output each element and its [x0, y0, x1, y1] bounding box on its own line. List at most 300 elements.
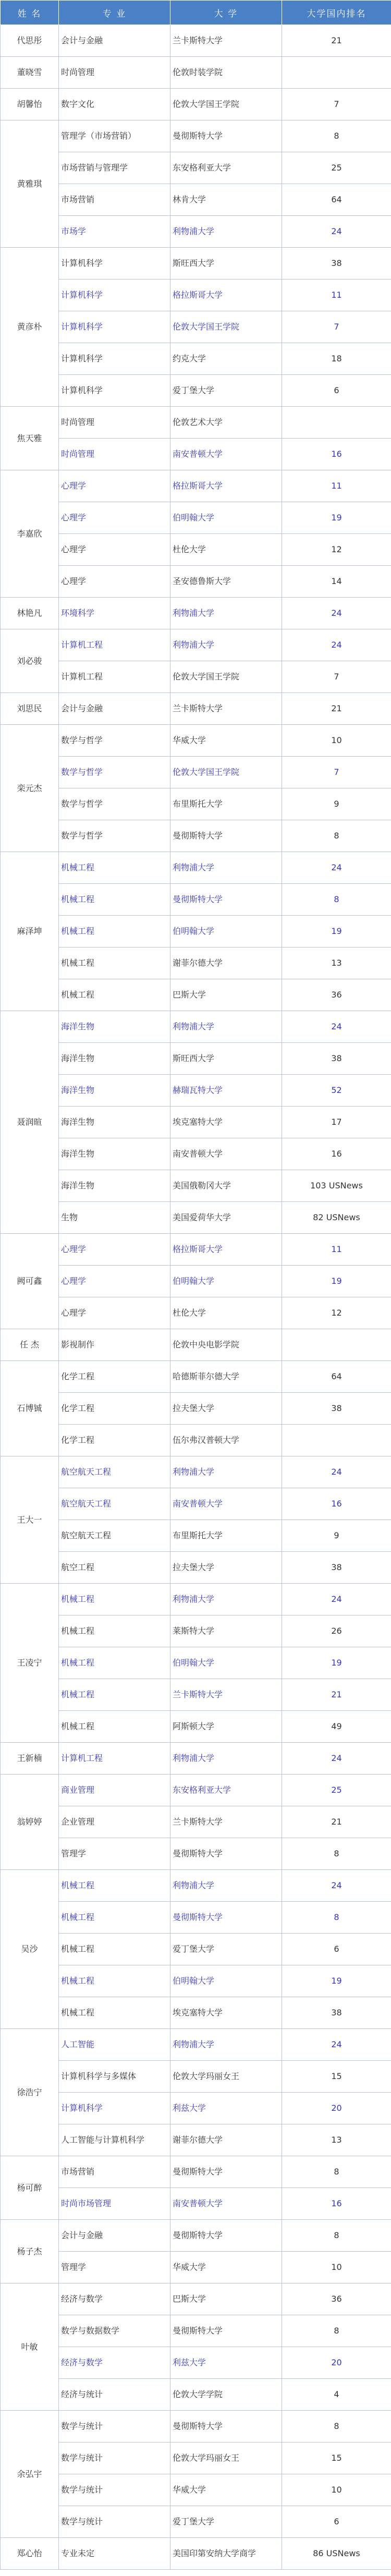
header-university: 大 学 [170, 1, 282, 25]
university-cell: 巴斯大学 [170, 2283, 282, 2315]
table-row [1, 1425, 391, 1456]
table-row [1, 57, 391, 89]
major-cell: 机械工程 [59, 1965, 170, 1997]
university-cell: 利兹大学 [170, 2347, 282, 2379]
student-name: 徐浩宁 [1, 2029, 59, 2156]
rank-cell [282, 1425, 391, 1456]
table-row [1, 1488, 391, 1520]
table-row [1, 1870, 391, 1902]
table-row [1, 184, 391, 216]
rank-cell: 8 [282, 884, 391, 916]
university-cell: 伦敦大学国王学院 [170, 757, 282, 788]
table-row [1, 2283, 391, 2315]
rank-cell: 4 [282, 2379, 391, 2411]
rank-cell: 24 [282, 1456, 391, 1488]
rank-cell: 24 [282, 629, 391, 661]
rank-cell: 10 [282, 2252, 391, 2283]
rank-cell [282, 1329, 391, 1361]
table-row [1, 25, 391, 57]
major-cell: 机械工程 [59, 916, 170, 947]
university-cell: 爱丁堡大学 [170, 2506, 282, 2538]
rank-cell: 8 [282, 1838, 391, 1870]
university-cell: 东安格利亚大学 [170, 1775, 282, 1806]
university-cell: 伯明翰大学 [170, 1266, 282, 1297]
major-cell: 机械工程 [59, 1711, 170, 1743]
rank-cell: 24 [282, 1011, 391, 1043]
university-cell: 伯明翰大学 [170, 1965, 282, 1997]
university-cell: 利物浦大学 [170, 216, 282, 248]
table-row [1, 152, 391, 184]
major-cell: 管理学 [59, 2252, 170, 2283]
rank-cell: 103 USNews [282, 1170, 391, 1202]
table-row [1, 2156, 391, 2188]
major-cell: 会计与金融 [59, 25, 170, 57]
university-cell: 爱丁堡大学 [170, 1934, 282, 1965]
table-body [1, 25, 391, 2570]
rank-cell: 19 [282, 1647, 391, 1679]
student-name: 任 杰 [1, 1329, 59, 1361]
student-name: 刘必骏 [1, 629, 59, 693]
table-row [1, 1266, 391, 1297]
student-name: 胡馨怡 [1, 89, 59, 120]
rank-cell: 21 [282, 25, 391, 57]
university-cell: 斯旺西大学 [170, 1043, 282, 1075]
table-row [1, 1711, 391, 1743]
table-row [1, 216, 391, 248]
university-cell: 伯明翰大学 [170, 502, 282, 534]
university-cell: 利物浦大学 [170, 629, 282, 661]
rank-cell: 12 [282, 1297, 391, 1329]
table-row [1, 1615, 391, 1647]
table-row [1, 2093, 391, 2124]
major-cell: 计算机科学 [59, 311, 170, 343]
table-row [1, 1393, 391, 1425]
university-cell: 曼彻斯特大学 [170, 884, 282, 916]
table-row [1, 1138, 391, 1170]
major-cell: 心理学 [59, 566, 170, 598]
table-row [1, 439, 391, 470]
university-cell: 杜伦大学 [170, 534, 282, 566]
major-cell: 海洋生物 [59, 1011, 170, 1043]
header-major: 专 业 [59, 1, 170, 25]
major-cell: 影视制作 [59, 1329, 170, 1361]
rank-cell: 21 [282, 693, 391, 725]
rank-cell: 24 [282, 1870, 391, 1902]
rank-cell: 17 [282, 1107, 391, 1138]
major-cell: 心理学 [59, 1234, 170, 1266]
university-cell: 利物浦大学 [170, 1584, 282, 1615]
university-cell: 伦敦大学学院 [170, 2379, 282, 2411]
rank-cell: 6 [282, 1934, 391, 1965]
university-cell: 哈德斯菲尔德大学 [170, 1361, 282, 1393]
major-cell: 机械工程 [59, 1584, 170, 1615]
university-cell: 斯旺西大学 [170, 248, 282, 280]
major-cell: 计算机科学与多媒体 [59, 2061, 170, 2093]
rank-cell: 21 [282, 1679, 391, 1711]
rank-cell: 36 [282, 2283, 391, 2315]
university-cell: 曼彻斯特大学 [170, 820, 282, 852]
major-cell: 市场营销 [59, 184, 170, 216]
table-row [1, 1806, 391, 1838]
rank-cell: 64 [282, 1361, 391, 1393]
table-row [1, 343, 391, 375]
university-cell: 兰卡斯特大学 [170, 25, 282, 57]
table-row [1, 280, 391, 311]
rank-cell: 64 [282, 184, 391, 216]
major-cell: 机械工程 [59, 1902, 170, 1934]
major-cell: 心理学 [59, 1266, 170, 1297]
university-cell: 伦敦艺术大学 [170, 407, 282, 439]
major-cell: 企业管理 [59, 1806, 170, 1838]
rank-cell: 8 [282, 2315, 391, 2347]
table-row [1, 470, 391, 502]
table-row [1, 757, 391, 788]
major-cell: 经济与统计 [59, 2379, 170, 2411]
rank-cell: 38 [282, 1043, 391, 1075]
university-cell: 伯明翰大学 [170, 1647, 282, 1679]
rank-cell: 8 [282, 120, 391, 152]
university-cell: 兰卡斯特大学 [170, 1679, 282, 1711]
major-cell: 会计与金融 [59, 693, 170, 725]
major-cell: 数学与统计 [59, 2443, 170, 2474]
table-row [1, 1107, 391, 1138]
table-row [1, 2220, 391, 2252]
rank-cell: 52 [282, 1075, 391, 1107]
rank-cell: 13 [282, 2124, 391, 2156]
major-cell: 海洋生物 [59, 1107, 170, 1138]
major-cell: 心理学 [59, 502, 170, 534]
major-cell: 会计与金融 [59, 2220, 170, 2252]
major-cell: 化学工程 [59, 1393, 170, 1425]
university-cell: 曼彻斯特大学 [170, 2156, 282, 2188]
major-cell: 数学与哲学 [59, 757, 170, 788]
university-cell: 谢菲尔德大学 [170, 947, 282, 979]
table-row [1, 2474, 391, 2506]
table-row [1, 1043, 391, 1075]
major-cell: 时尚市场管理 [59, 2188, 170, 2220]
table-row [1, 1075, 391, 1107]
table-row [1, 598, 391, 629]
table-row [1, 916, 391, 947]
university-cell: 利物浦大学 [170, 1743, 282, 1775]
rank-cell: 10 [282, 725, 391, 757]
university-cell: 埃克塞特大学 [170, 1107, 282, 1138]
rank-cell: 15 [282, 2443, 391, 2474]
university-cell: 利物浦大学 [170, 1870, 282, 1902]
major-cell: 机械工程 [59, 947, 170, 979]
university-cell: 曼彻斯特大学 [170, 1838, 282, 1870]
rank-cell: 7 [282, 661, 391, 693]
university-cell: 赫瑞瓦特大学 [170, 1075, 282, 1107]
rank-cell: 24 [282, 852, 391, 884]
table-row [1, 2347, 391, 2379]
table-row [1, 1234, 391, 1266]
major-cell: 心理学 [59, 1297, 170, 1329]
major-cell: 环境科学 [59, 598, 170, 629]
major-cell: 商业管理 [59, 1775, 170, 1806]
university-cell: 伦敦大学玛丽女王 [170, 2443, 282, 2474]
table-row [1, 2188, 391, 2220]
rank-cell: 24 [282, 2029, 391, 2061]
student-name: 黄雅琪 [1, 120, 59, 248]
student-name: 林艳凡 [1, 598, 59, 629]
table-row [1, 375, 391, 407]
rank-cell: 6 [282, 2506, 391, 2538]
rank-cell: 8 [282, 2220, 391, 2252]
university-cell: 南安普顿大学 [170, 2188, 282, 2220]
major-cell: 生物 [59, 1202, 170, 1234]
rank-cell: 8 [282, 820, 391, 852]
student-name: 焦天雅 [1, 407, 59, 470]
table-row [1, 2443, 391, 2474]
major-cell: 航空航天工程 [59, 1456, 170, 1488]
rank-cell [282, 57, 391, 89]
rank-cell: 15 [282, 2061, 391, 2093]
major-cell: 计算机工程 [59, 661, 170, 693]
table-row [1, 1775, 391, 1806]
university-cell: 爱丁堡大学 [170, 375, 282, 407]
rank-cell: 25 [282, 1775, 391, 1806]
rank-cell: 7 [282, 757, 391, 788]
student-name: 阙可鑫 [1, 1234, 59, 1329]
table-row [1, 661, 391, 693]
table-row [1, 947, 391, 979]
table-row [1, 884, 391, 916]
table-row [1, 1297, 391, 1329]
major-cell: 数学与哲学 [59, 788, 170, 820]
university-cell: 布里斯托大学 [170, 788, 282, 820]
table-row [1, 566, 391, 598]
rank-cell: 36 [282, 979, 391, 1011]
major-cell: 航空航天工程 [59, 1520, 170, 1552]
university-cell: 埃克塞特大学 [170, 1997, 282, 2029]
table-row [1, 502, 391, 534]
university-cell: 利物浦大学 [170, 1011, 282, 1043]
table-row [1, 248, 391, 280]
rank-cell: 49 [282, 1711, 391, 1743]
university-cell: 谢菲尔德大学 [170, 2124, 282, 2156]
major-cell: 计算机工程 [59, 629, 170, 661]
student-name: 麻泽坤 [1, 852, 59, 1011]
table-row [1, 1838, 391, 1870]
major-cell: 海洋生物 [59, 1075, 170, 1107]
major-cell: 心理学 [59, 470, 170, 502]
major-cell: 数学与统计 [59, 2506, 170, 2538]
rank-cell: 16 [282, 1138, 391, 1170]
table-row [1, 89, 391, 120]
university-cell: 莱斯特大学 [170, 1615, 282, 1647]
university-cell: 美国印第安纳大学商学 [170, 2538, 282, 2570]
university-cell: 曼彻斯特大学 [170, 2220, 282, 2252]
university-cell: 拉夫堡大学 [170, 1393, 282, 1425]
table-row [1, 1170, 391, 1202]
university-cell: 拉夫堡大学 [170, 1552, 282, 1584]
rank-cell: 20 [282, 2347, 391, 2379]
major-cell: 时尚管理 [59, 439, 170, 470]
student-name: 余弘宇 [1, 2411, 59, 2538]
major-cell: 计算机科学 [59, 343, 170, 375]
table-row [1, 2029, 391, 2061]
major-cell: 化学工程 [59, 1425, 170, 1456]
major-cell: 数学与数据数学 [59, 2315, 170, 2347]
rank-cell: 24 [282, 1743, 391, 1775]
rank-cell: 82 USNews [282, 1202, 391, 1234]
rank-cell: 19 [282, 502, 391, 534]
student-name: 石博铖 [1, 1361, 59, 1456]
student-name: 郑心怡 [1, 2538, 59, 2570]
major-cell: 计算机科学 [59, 280, 170, 311]
student-name: 叶敏 [1, 2283, 59, 2411]
rank-cell: 18 [282, 343, 391, 375]
student-name: 李嘉欣 [1, 470, 59, 598]
major-cell: 人工智能 [59, 2029, 170, 2061]
university-cell: 兰卡斯特大学 [170, 1806, 282, 1838]
student-name: 王凌宁 [1, 1584, 59, 1743]
rank-cell: 12 [282, 534, 391, 566]
student-name: 王新楠 [1, 1743, 59, 1775]
university-cell: 伦敦大学国王学院 [170, 661, 282, 693]
student-name: 代思彤 [1, 25, 59, 57]
student-name: 刘思民 [1, 693, 59, 725]
major-cell: 机械工程 [59, 1870, 170, 1902]
table-row [1, 788, 391, 820]
university-cell: 曼彻斯特大学 [170, 120, 282, 152]
university-cell: 华威大学 [170, 725, 282, 757]
table-row [1, 1202, 391, 1234]
table-row [1, 1011, 391, 1043]
university-cell: 伦敦大学国王学院 [170, 311, 282, 343]
major-cell: 市场学 [59, 216, 170, 248]
university-cell: 巴斯大学 [170, 979, 282, 1011]
major-cell: 市场营销 [59, 2156, 170, 2188]
table-row [1, 534, 391, 566]
university-cell: 杜伦大学 [170, 1297, 282, 1329]
table-row [1, 1361, 391, 1393]
major-cell: 心理学 [59, 534, 170, 566]
university-cell: 圣安德鲁斯大学 [170, 566, 282, 598]
table-row [1, 2538, 391, 2570]
student-name: 杨可醉 [1, 2156, 59, 2220]
rank-cell: 11 [282, 280, 391, 311]
major-cell: 航空航天工程 [59, 1488, 170, 1520]
university-cell: 兰卡斯特大学 [170, 693, 282, 725]
table-row [1, 2315, 391, 2347]
table-row [1, 1679, 391, 1711]
university-cell: 格拉斯哥大学 [170, 280, 282, 311]
major-cell: 机械工程 [59, 1934, 170, 1965]
university-cell: 利物浦大学 [170, 2029, 282, 2061]
header-row [1, 1, 391, 25]
major-cell: 数学与哲学 [59, 725, 170, 757]
major-cell: 管理学（市场营销） [59, 120, 170, 152]
student-name: 吴沙 [1, 1870, 59, 2029]
major-cell: 时尚管理 [59, 57, 170, 89]
university-cell: 伦敦大学国王学院 [170, 89, 282, 120]
university-cell: 伯明翰大学 [170, 916, 282, 947]
table-row [1, 1902, 391, 1934]
header-rank: 大学国内排名 [282, 1, 391, 25]
table-row [1, 407, 391, 439]
rank-cell: 38 [282, 1552, 391, 1584]
university-cell: 利物浦大学 [170, 1456, 282, 1488]
university-cell: 伍尔弗汉普顿大学 [170, 1425, 282, 1456]
major-cell: 数学与哲学 [59, 820, 170, 852]
rank-cell: 19 [282, 1266, 391, 1297]
student-name: 聂润暄 [1, 1011, 59, 1234]
rank-cell: 11 [282, 1234, 391, 1266]
major-cell: 人工智能与计算机科学 [59, 2124, 170, 2156]
table-row [1, 852, 391, 884]
student-name: 杨子杰 [1, 2220, 59, 2283]
table-row [1, 311, 391, 343]
table-row [1, 629, 391, 661]
rank-cell: 8 [282, 1902, 391, 1934]
major-cell: 海洋生物 [59, 1138, 170, 1170]
table-row [1, 693, 391, 725]
rank-cell: 19 [282, 1965, 391, 1997]
major-cell: 数字文化 [59, 89, 170, 120]
rank-cell: 16 [282, 439, 391, 470]
university-cell: 布里斯托大学 [170, 1520, 282, 1552]
rank-cell: 19 [282, 916, 391, 947]
rank-cell: 16 [282, 1488, 391, 1520]
rank-cell: 7 [282, 311, 391, 343]
table-row [1, 1965, 391, 1997]
rank-cell: 25 [282, 152, 391, 184]
university-cell: 华威大学 [170, 2252, 282, 2283]
table-row [1, 2411, 391, 2443]
major-cell: 机械工程 [59, 852, 170, 884]
rank-cell: 14 [282, 566, 391, 598]
major-cell: 海洋生物 [59, 1043, 170, 1075]
rank-cell: 8 [282, 2156, 391, 2188]
rank-cell: 38 [282, 248, 391, 280]
university-cell: 美国俄勒冈大学 [170, 1170, 282, 1202]
major-cell: 机械工程 [59, 979, 170, 1011]
table-row [1, 1997, 391, 2029]
rank-cell: 86 USNews [282, 2538, 391, 2570]
major-cell: 专业未定 [59, 2538, 170, 2570]
table-row [1, 1456, 391, 1488]
rank-cell: 26 [282, 1615, 391, 1647]
rank-cell: 13 [282, 947, 391, 979]
university-cell: 伦敦大学玛丽女王 [170, 2061, 282, 2093]
rank-cell: 11 [282, 470, 391, 502]
rank-cell: 7 [282, 89, 391, 120]
table-row [1, 2124, 391, 2156]
table-row [1, 1934, 391, 1965]
university-cell: 华威大学 [170, 2474, 282, 2506]
student-name: 黄彦朴 [1, 248, 59, 407]
university-cell: 伦敦中央电影学院 [170, 1329, 282, 1361]
rank-cell: 21 [282, 1806, 391, 1838]
university-cell: 曼彻斯特大学 [170, 1902, 282, 1934]
rank-cell: 38 [282, 1393, 391, 1425]
major-cell: 海洋生物 [59, 1170, 170, 1202]
rank-cell: 24 [282, 598, 391, 629]
major-cell: 计算机科学 [59, 248, 170, 280]
university-cell: 南安普顿大学 [170, 1488, 282, 1520]
major-cell: 市场营销与管理学 [59, 152, 170, 184]
university-cell: 林肯大学 [170, 184, 282, 216]
university-cell: 伦敦时装学院 [170, 57, 282, 89]
major-cell: 数学与统计 [59, 2474, 170, 2506]
university-cell: 格拉斯哥大学 [170, 1234, 282, 1266]
rank-cell: 9 [282, 788, 391, 820]
university-cell: 阿斯顿大学 [170, 1711, 282, 1743]
major-cell: 机械工程 [59, 1997, 170, 2029]
table-row [1, 725, 391, 757]
